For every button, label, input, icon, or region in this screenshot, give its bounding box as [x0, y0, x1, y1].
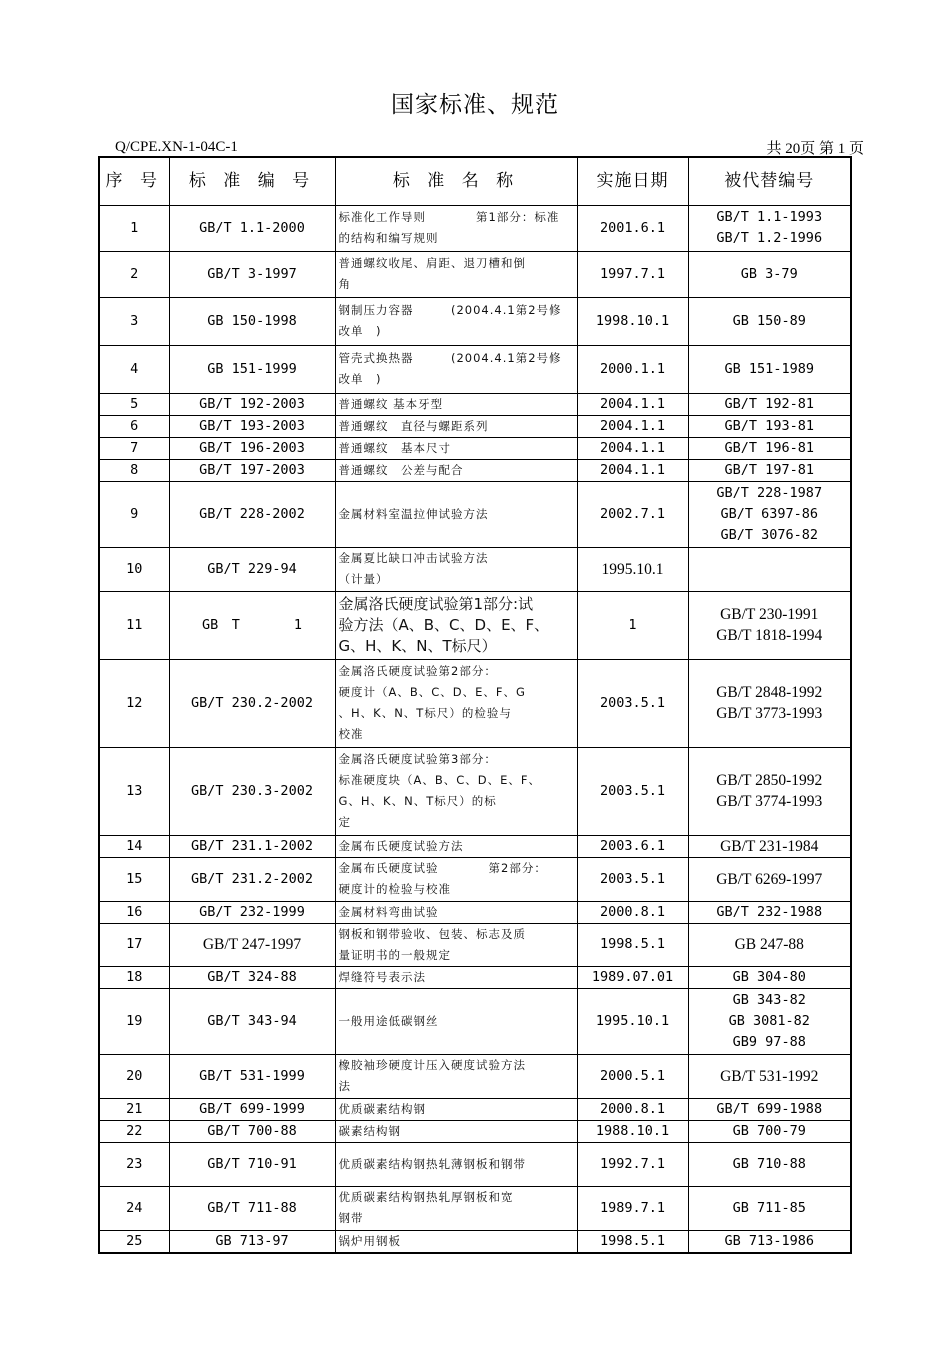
cell-code: GB/T 247-1997 [169, 923, 335, 966]
cell-date: 1995.10.1 [577, 988, 688, 1054]
page-info: 共 20页 第 1 页 [766, 141, 864, 157]
cell-name-line: 、H、K、N、T标尺）的检验与 [338, 706, 512, 720]
cell-name [335, 1054, 577, 1098]
cell-date: 2003.5.1 [577, 857, 688, 901]
table-row [99, 415, 851, 437]
cell-code: GB/T 699-1999 [169, 1098, 335, 1120]
cell-replaced [688, 1142, 851, 1186]
cell-date: 2001.6.1 [577, 205, 688, 251]
cell-replaced [688, 901, 851, 923]
table-row [99, 659, 851, 747]
table-row [99, 835, 851, 857]
header-name: 标 准 名 称 [335, 157, 577, 205]
cell-date: 2000.1.1 [577, 345, 688, 393]
cell-name-line: 标准硬度块（A、B、C、D、E、F、 [338, 773, 542, 787]
cell-name-line: 锅炉用钢板 [338, 1233, 401, 1248]
cell-seq: 24 [99, 1186, 169, 1230]
cell-name-line: 优质碳素结构钢热轧薄钢板和钢带 [338, 1156, 526, 1171]
cell-name-line: 金属洛氏硬度试验第3部分： [338, 752, 497, 766]
cell-seq: 13 [99, 747, 169, 835]
cell-name-line: 改单 ) [338, 372, 382, 386]
cell-name-line: （计量） [338, 572, 389, 586]
cell-replaced [688, 747, 851, 835]
cell-name-line: 金属洛氏硬度试验第1部分:试 [338, 594, 534, 613]
cell-name [335, 415, 577, 437]
cell-replaced [688, 1054, 851, 1098]
cell-seq: 4 [99, 345, 169, 393]
header-code: 标 准 编 号 [169, 157, 335, 205]
cell-date: 1989.07.01 [577, 966, 688, 988]
cell-replaced-line: GB/T 699-1988 [716, 1100, 823, 1117]
table-row [99, 1186, 851, 1230]
cell-replaced-line: GB 247-88 [734, 936, 804, 953]
document-number: Q/CPE.XN-1-04C-1 [115, 139, 238, 155]
cell-replaced-line: GB 343-82 [732, 991, 806, 1008]
cell-name [335, 345, 577, 393]
cell-date: 2004.1.1 [577, 437, 688, 459]
cell-replaced [688, 393, 851, 415]
table-row [99, 591, 851, 659]
cell-seq: 19 [99, 988, 169, 1054]
cell-replaced-line: GB/T 3773-1993 [716, 705, 823, 722]
cell-seq: 17 [99, 923, 169, 966]
cell-date: 2003.6.1 [577, 835, 688, 857]
cell-seq: 23 [99, 1142, 169, 1186]
cell-seq: 5 [99, 393, 169, 415]
cell-date: 2002.7.1 [577, 481, 688, 547]
cell-date: 2000.8.1 [577, 901, 688, 923]
table-row [99, 393, 851, 415]
cell-name [335, 437, 577, 459]
cell-date: 2004.1.1 [577, 415, 688, 437]
table-row [99, 297, 851, 345]
cell-seq: 16 [99, 901, 169, 923]
cell-name-line: 橡胶袖珍硬度计压入硬度试验方法 [338, 1058, 526, 1072]
cell-name-line: 金属夏比缺口冲击试验方法 [338, 551, 526, 565]
cell-seq: 20 [99, 1054, 169, 1098]
cell-name-line: 金属布氏硬度试验 第2部分： [338, 861, 547, 875]
cell-replaced-line: GB/T 6397-86 [720, 505, 819, 522]
cell-seq: 18 [99, 966, 169, 988]
cell-replaced-line: GB/T 196-81 [724, 439, 814, 456]
cell-name-line: 验方法（A、B、C、D、E、F、 [338, 615, 550, 634]
cell-replaced [688, 547, 851, 591]
cell-replaced-line: GB/T 231-1984 [720, 837, 819, 855]
cell-seq: 7 [99, 437, 169, 459]
cell-name-line: 定 [338, 815, 351, 829]
cell-date: 1998.10.1 [577, 297, 688, 345]
cell-name-line: 普通螺纹 基本牙型 [338, 396, 444, 411]
cell-replaced-line: GB 710-88 [732, 1155, 806, 1172]
cell-name [335, 835, 577, 857]
cell-replaced [688, 345, 851, 393]
table-row [99, 901, 851, 923]
cell-replaced [688, 857, 851, 901]
cell-name [335, 988, 577, 1054]
cell-replaced [688, 205, 851, 251]
cell-name-line: 普通螺纹 直径与螺距系列 [338, 418, 489, 433]
cell-replaced [688, 437, 851, 459]
table-row [99, 459, 851, 481]
cell-code: GB/T 231.2-2002 [169, 857, 335, 901]
cell-replaced [688, 923, 851, 966]
cell-name-line: 一般用途低碳钢丝 [338, 1013, 439, 1028]
cell-name [335, 1186, 577, 1230]
cell-name-line: 普通螺纹 基本尺寸 [338, 440, 451, 455]
cell-code: GB/T 531-1999 [169, 1054, 335, 1098]
cell-replaced [688, 835, 851, 857]
table-row [99, 481, 851, 547]
table-row [99, 437, 851, 459]
cell-replaced-line: GB 711-85 [732, 1199, 806, 1216]
cell-code: GB/T 196-2003 [169, 437, 335, 459]
cell-code: GB/T 343-94 [169, 988, 335, 1054]
cell-name [335, 297, 577, 345]
cell-name-line: 钢带 [338, 1211, 364, 1225]
cell-name-line: 钢制压力容器 (2004.4.1第2号修 [338, 303, 562, 317]
cell-seq: 21 [99, 1098, 169, 1120]
cell-code: GB/T 1.1-2000 [169, 205, 335, 251]
cell-date: 1998.5.1 [577, 923, 688, 966]
cell-replaced-line: GB/T 3774-1993 [716, 793, 823, 810]
cell-code: GB/T 700-88 [169, 1120, 335, 1142]
cell-date: 2000.5.1 [577, 1054, 688, 1098]
cell-date: 2004.1.1 [577, 393, 688, 415]
cell-name-line: 管壳式换热器 (2004.4.1第2号修 [338, 351, 562, 365]
cell-name-line: 碳素结构钢 [338, 1123, 401, 1138]
cell-seq: 15 [99, 857, 169, 901]
cell-date: 2000.8.1 [577, 1098, 688, 1120]
cell-date: 1989.7.1 [577, 1186, 688, 1230]
cell-replaced-line: GB 304-80 [732, 968, 806, 985]
cell-seq: 11 [99, 591, 169, 659]
cell-replaced-line: GB/T 1818-1994 [716, 627, 823, 644]
cell-date: 2003.5.1 [577, 659, 688, 747]
cell-name [335, 1098, 577, 1120]
cell-date: 1995.10.1 [577, 547, 688, 591]
table-row [99, 966, 851, 988]
cell-code: GB/T 229-94 [169, 547, 335, 591]
table-row [99, 1142, 851, 1186]
cell-replaced-line: GB/T 531-1992 [720, 1067, 819, 1085]
cell-name [335, 1142, 577, 1186]
cell-seq: 25 [99, 1230, 169, 1253]
cell-replaced-line: GB/T 2848-1992 [716, 684, 823, 701]
cell-code: GB 151-1999 [169, 345, 335, 393]
cell-replaced-line: GB/T 232-1988 [716, 903, 823, 920]
cell-name [335, 857, 577, 901]
cell-code: GB/T 3-1997 [169, 251, 335, 297]
cell-replaced-line: GB/T 192-81 [724, 395, 814, 412]
cell-replaced-line: GB/T 2850-1992 [716, 772, 823, 789]
cell-replaced-line: GB/T 193-81 [724, 417, 814, 434]
cell-replaced [688, 415, 851, 437]
cell-name-line: 焊缝符号表示法 [338, 969, 426, 984]
header-replaced: 被代替编号 [688, 157, 851, 205]
cell-code: GB/T 197-2003 [169, 459, 335, 481]
cell-seq: 10 [99, 547, 169, 591]
cell-name-line: G、H、K、N、T标尺） [338, 636, 497, 655]
cell-seq: 14 [99, 835, 169, 857]
cell-replaced [688, 1120, 851, 1142]
standards-table [98, 156, 852, 1254]
cell-replaced-line: GB 150-89 [732, 312, 806, 329]
table-row [99, 857, 851, 901]
cell-code: GB T 1 [169, 591, 335, 659]
cell-name [335, 251, 577, 297]
cell-name-line: 法 [338, 1079, 351, 1093]
cell-name-line: 金属洛氏硬度试验第2部分： [338, 664, 497, 678]
cell-code: GB/T 231.1-2002 [169, 835, 335, 857]
table-body [99, 205, 851, 1253]
cell-replaced [688, 481, 851, 547]
cell-code: GB/T 192-2003 [169, 393, 335, 415]
cell-replaced-line: GB/T 228-1987 [716, 484, 823, 501]
cell-seq: 6 [99, 415, 169, 437]
cell-name-line: 金属布氏硬度试验方法 [338, 838, 464, 853]
cell-name-line: 普通螺纹 公差与配合 [338, 462, 464, 477]
table-row [99, 1120, 851, 1142]
header-seq: 序 号 [99, 157, 169, 205]
cell-seq: 2 [99, 251, 169, 297]
cell-replaced-line: GB/T 197-81 [724, 461, 814, 478]
cell-name-line: 硬度计（A、B、C、D、E、F、G [338, 685, 526, 699]
cell-name [335, 1230, 577, 1253]
cell-date: 2003.5.1 [577, 747, 688, 835]
cell-name [335, 481, 577, 547]
table-header-row [99, 157, 851, 205]
cell-replaced-line: GB9 97-88 [732, 1033, 806, 1050]
cell-name [335, 659, 577, 747]
cell-name-line: 优质碳素结构钢 [338, 1101, 426, 1116]
cell-name-line: 金属材料室温拉伸试验方法 [338, 506, 489, 521]
cell-replaced-line: GB/T 230-1991 [720, 606, 819, 623]
cell-replaced [688, 1230, 851, 1253]
table-row [99, 747, 851, 835]
cell-name [335, 966, 577, 988]
document-title: 国家标准、规范 [391, 92, 559, 118]
cell-name [335, 459, 577, 481]
cell-name-line: 角 [338, 277, 351, 291]
cell-name-line: 量证明书的一般规定 [338, 947, 451, 962]
cell-seq: 8 [99, 459, 169, 481]
cell-name [335, 923, 577, 966]
table-row [99, 345, 851, 393]
cell-name-line: 钢板和钢带验收、包装、标志及质 [338, 926, 526, 941]
cell-replaced-line: GB 3-79 [740, 265, 798, 282]
cell-name-line: 改单 ) [338, 324, 382, 338]
cell-name-line: 的结构和编写规则 [338, 231, 439, 245]
cell-code: GB/T 193-2003 [169, 415, 335, 437]
table-row [99, 988, 851, 1054]
cell-name-line: 普通螺纹收尾、肩距、退刀槽和倒 [338, 256, 526, 270]
cell-replaced-line: GB 700-79 [732, 1122, 806, 1139]
cell-name [335, 747, 577, 835]
cell-replaced [688, 251, 851, 297]
table-row [99, 251, 851, 297]
cell-date: 1992.7.1 [577, 1142, 688, 1186]
cell-name [335, 547, 577, 591]
cell-name-line: 标准化工作导则 第1部分：标准 [338, 210, 560, 224]
cell-replaced-line: GB/T 1.2-1996 [716, 230, 823, 246]
cell-replaced-line: GB/T 1.1-1993 [716, 209, 823, 225]
cell-name [335, 901, 577, 923]
cell-code: GB/T 710-91 [169, 1142, 335, 1186]
cell-replaced [688, 966, 851, 988]
cell-date: 1 [577, 591, 688, 659]
cell-code: GB 713-97 [169, 1230, 335, 1253]
cell-code: GB/T 230.2-2002 [169, 659, 335, 747]
cell-seq: 22 [99, 1120, 169, 1142]
cell-name [335, 1120, 577, 1142]
table-row [99, 1098, 851, 1120]
cell-name-line: 优质碳素结构钢热轧厚钢板和宽 [338, 1190, 514, 1204]
table-row [99, 923, 851, 966]
cell-code: GB 150-1998 [169, 297, 335, 345]
cell-replaced [688, 988, 851, 1054]
header-date: 实施日期 [577, 157, 688, 205]
cell-seq: 1 [99, 205, 169, 251]
cell-replaced [688, 591, 851, 659]
cell-date: 2004.1.1 [577, 459, 688, 481]
cell-date: 1988.10.1 [577, 1120, 688, 1142]
table-row [99, 205, 851, 251]
cell-replaced [688, 1186, 851, 1230]
cell-seq: 9 [99, 481, 169, 547]
cell-seq: 12 [99, 659, 169, 747]
table-row [99, 547, 851, 591]
cell-name [335, 591, 577, 659]
cell-code: GB/T 228-2002 [169, 481, 335, 547]
cell-replaced [688, 297, 851, 345]
table-row [99, 1230, 851, 1253]
cell-code: GB/T 232-1999 [169, 901, 335, 923]
cell-name-line: 金属材料弯曲试验 [338, 904, 439, 919]
cell-date: 1998.5.1 [577, 1230, 688, 1253]
cell-name-line: G、H、K、N、T标尺）的标 [338, 794, 497, 808]
cell-name-line: 校准 [338, 727, 364, 741]
cell-name-line: 硬度计的检验与校准 [338, 882, 451, 896]
cell-replaced [688, 459, 851, 481]
cell-replaced [688, 659, 851, 747]
cell-replaced-line: GB 3081-82 [728, 1012, 810, 1029]
cell-replaced-line: GB 713-1986 [724, 1232, 814, 1249]
cell-code: GB/T 324-88 [169, 966, 335, 988]
cell-code: GB/T 230.3-2002 [169, 747, 335, 835]
cell-replaced-line: GB 151-1989 [724, 360, 814, 377]
cell-seq: 3 [99, 297, 169, 345]
cell-replaced-line: GB/T 3076-82 [720, 526, 819, 543]
cell-name [335, 205, 577, 251]
cell-replaced-line: GB/T 6269-1997 [716, 870, 823, 888]
cell-code: GB/T 711-88 [169, 1186, 335, 1230]
cell-name [335, 393, 577, 415]
cell-replaced [688, 1098, 851, 1120]
cell-date: 1997.7.1 [577, 251, 688, 297]
table-row [99, 1054, 851, 1098]
